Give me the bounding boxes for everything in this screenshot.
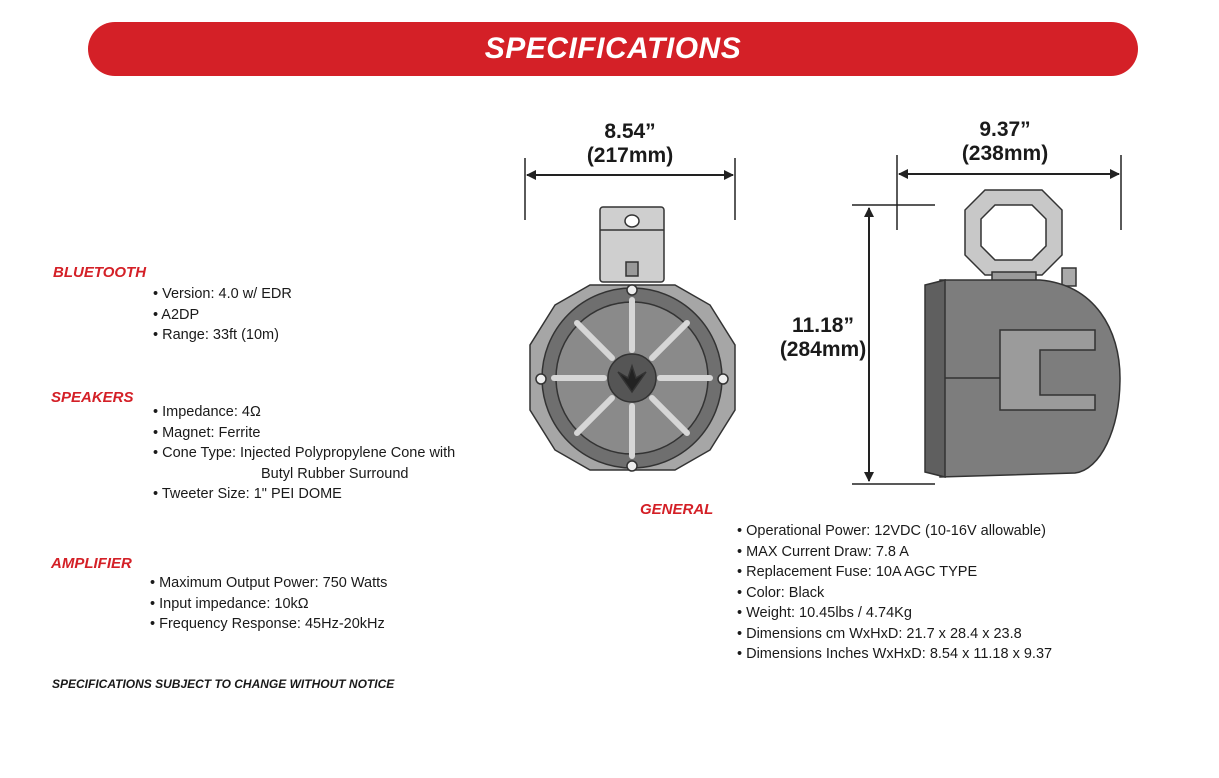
speakers-heading: SPEAKERS <box>51 389 134 406</box>
bluetooth-spec-list <box>153 284 292 346</box>
list-item: • Weight: 10.45lbs / 4.74Kg <box>737 605 912 621</box>
list-item: • Color: Black <box>737 584 825 601</box>
list-item: • A2DP <box>153 306 200 323</box>
speaker-front-view <box>530 207 735 471</box>
list-item: • Dimensions Inches WxHxD: 8.54 x 11.18 x 9.37 <box>737 646 1053 662</box>
list-item: • Cone Type: Injected Polypropylene Cone with <box>153 445 456 461</box>
side-depth-inches: 9.37” <box>979 118 1031 141</box>
list-item: • Maximum Output Power: 750 Watts <box>150 575 388 591</box>
list-item: • Range: 33ft (10m) <box>153 327 279 343</box>
list-item-continuation: Butyl Rubber Surround <box>261 465 409 482</box>
side-depth-label <box>930 118 1080 166</box>
disclaimer-note: SPECIFICATIONS SUBJECT TO CHANGE WITHOUT NOTICE <box>52 677 395 691</box>
side-depth-mm: (238mm) <box>961 142 1049 165</box>
amplifier-heading: AMPLIFIER <box>51 555 132 572</box>
front-width-mm: (217mm) <box>586 144 674 167</box>
list-item: • Version: 4.0 w/ EDR <box>153 286 292 302</box>
list-item: • Replacement Fuse: 10A AGC TYPE <box>737 564 978 580</box>
bluetooth-heading: BLUETOOTH <box>53 264 147 281</box>
page-title: SPECIFICATIONS <box>484 32 742 65</box>
list-item: • Impedance: 4Ω <box>153 404 261 420</box>
list-item: • Tweeter Size: 1" PEI DOME <box>153 486 342 502</box>
amplifier-spec-list <box>150 573 387 635</box>
general-spec-list <box>737 521 1052 665</box>
list-item: • Magnet: Ferrite <box>153 424 261 441</box>
height-label <box>768 314 878 362</box>
list-item: • Frequency Response: 45Hz-20kHz <box>150 616 385 632</box>
height-inches: 11.18” <box>792 314 854 337</box>
front-width-label <box>555 120 705 168</box>
list-item: • Dimensions cm WxHxD: 21.7 x 28.4 x 23.8 <box>737 625 1022 642</box>
general-heading: GENERAL <box>640 501 714 518</box>
front-width-inches: 8.54” <box>604 120 656 143</box>
speaker-side-view <box>925 190 1120 477</box>
list-item: • Input impedance: 10kΩ <box>150 595 309 612</box>
list-item: • Operational Power: 12VDC (10-16V allowable) <box>737 523 1046 539</box>
list-item: • MAX Current Draw: 7.8 A <box>737 543 909 560</box>
speakers-spec-list <box>153 402 455 505</box>
height-mm: (284mm) <box>779 338 867 361</box>
